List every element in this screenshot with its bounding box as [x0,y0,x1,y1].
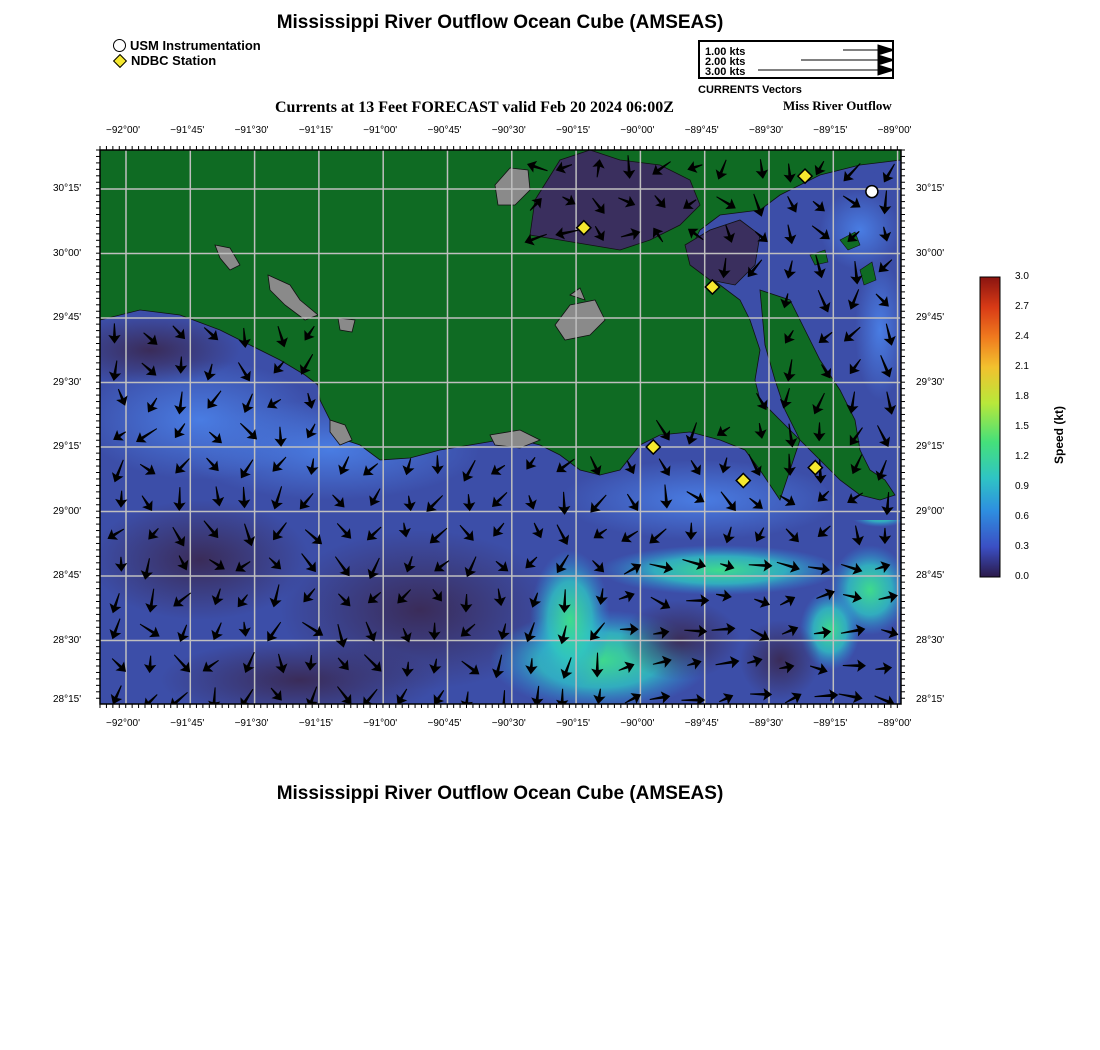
lat-tick-label: 30°00' [916,247,945,259]
forecast-subtitle: Currents at 13 Feet FORECAST valid Feb 20 2024 06:00Z [275,99,674,116]
bottom-title: Mississippi River Outflow Ocean Cube (AMSEAS) [276,783,724,804]
lat-tick-label: 28°15' [53,694,82,705]
colorbar-title: Speed (kt) [1052,405,1067,465]
lon-tick-label: −90°15' [556,125,591,136]
lat-tick-label: 30°15' [916,183,945,194]
lon-tick-label: −89°15' [813,125,848,136]
lon-tick-label: −91°15' [298,718,333,729]
lon-tick-label: −89°30' [749,718,783,729]
lat-tick-label: 29°30' [53,376,82,388]
lat-tick-label: 30°15' [53,183,82,194]
legend-usm-label: USM Instrumentation [130,38,261,53]
lon-tick-label: −89°45' [684,718,719,729]
usm-station-marker [866,186,878,198]
lat-tick-label: 29°45' [916,312,945,323]
vector-row-1: 1.00 kts [705,46,746,58]
lon-tick-label: −92°00' [106,718,140,729]
lat-tick-label: 28°15' [916,694,945,705]
lat-tick-label: 28°45' [916,570,945,581]
lat-tick-label: 29°30' [916,376,945,388]
region-label: Miss River Outflow [783,98,892,113]
lon-tick-label: −90°00' [620,125,655,136]
lat-tick-label: 29°00' [53,505,82,517]
lon-tick-label: −89°45' [684,125,719,136]
colorbar-tick-label: 1.5 [1015,421,1029,432]
lat-tick-label: 28°30' [53,634,82,646]
lon-tick-label: −90°30' [491,718,526,729]
colorbar-tick-label: 0.9 [1015,481,1029,492]
colorbar-tick-label: 0.3 [1015,541,1029,552]
colorbar-tick-label: 2.7 [1015,301,1029,312]
colorbar-tick-label: 1.2 [1015,451,1029,462]
east-blue-patch [820,190,900,270]
lon-tick-label: −92°00' [106,125,140,136]
vector-caption: CURRENTS Vectors [698,84,802,96]
legend-ndbc-label: NDBC Station [131,53,217,68]
lon-tick-label: −89°00' [877,125,912,136]
lat-tick-label: 29°00' [916,505,945,517]
lat-tick-label: 29°15' [916,441,945,452]
lon-tick-label: −91°45' [170,125,205,136]
lon-tick-label: −90°45' [427,125,462,136]
colorbar-tick-label: 2.1 [1015,361,1029,372]
vector-row-3: 3.00 kts [705,66,746,78]
lon-tick-label: −89°00' [877,718,912,729]
lon-tick-label: −91°30' [234,125,269,136]
lat-tick-label: 29°15' [53,441,82,452]
lon-tick-label: −90°30' [491,125,526,136]
lon-tick-label: −90°45' [427,718,462,729]
lat-tick-label: 30°00' [53,247,82,259]
lon-tick-label: −91°45' [170,718,205,729]
colorbar-tick-label: 0.0 [1015,571,1029,582]
lon-tick-label: −91°30' [234,718,269,729]
lon-tick-label: −91°15' [298,125,333,136]
colorbar-tick-label: 1.8 [1015,391,1029,402]
colorbar-tick-label: 3.0 [1015,271,1029,282]
lon-tick-label: −91°00' [363,125,398,136]
speed-colorbar [978,275,1004,579]
lon-tick-label: −91°00' [363,718,398,729]
lon-tick-label: −90°15' [556,718,591,729]
lon-tick-label: −90°00' [620,718,655,729]
lat-tick-label: 28°30' [916,634,945,646]
lat-tick-label: 28°45' [53,570,82,581]
vector-row-2: 2.00 kts [705,56,746,68]
lat-tick-label: 29°45' [53,312,82,323]
lon-tick-label: −89°15' [813,718,848,729]
colorbar-tick-label: 2.4 [1015,331,1029,342]
main-title: Mississippi River Outflow Ocean Cube (AMSEAS) [276,12,724,33]
lon-tick-label: −89°30' [749,125,783,136]
colorbar-tick-label: 0.6 [1015,511,1029,522]
